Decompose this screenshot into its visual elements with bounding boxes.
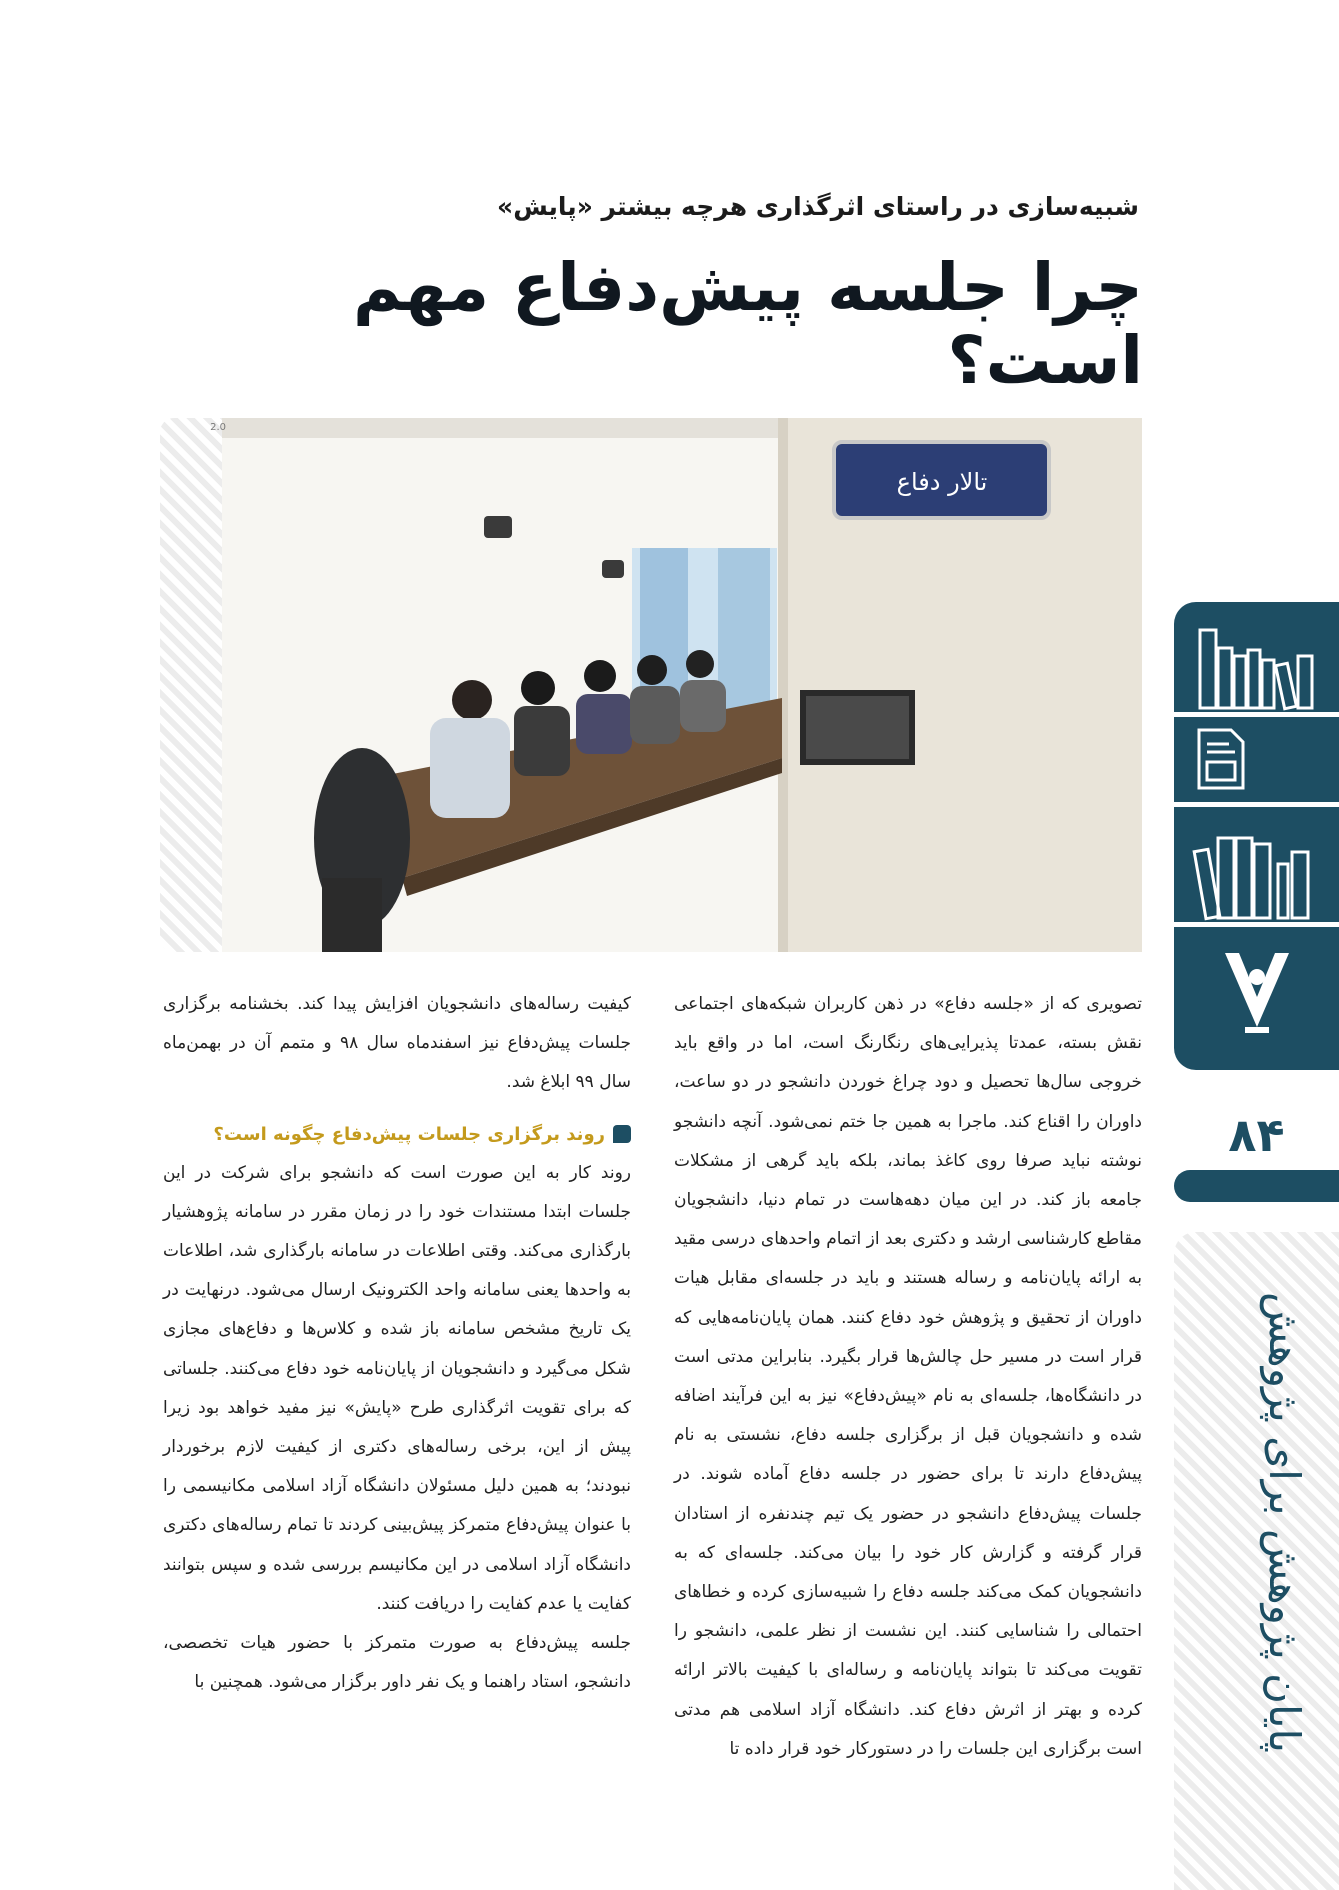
article-title: چرا جلسه پیش‌دفاع مهم است؟	[352, 249, 1143, 399]
photo-corner-label: 2.0	[210, 422, 226, 433]
paragraph-body: روند کار به این صورت است که دانشجو برای شرکت در این جلسات ابتدا مستندات خود را در زمان مقرر در سامانه پژوهشیار بارگذاری می‌کند. وقتی اطلاعات در سامانه بارگذاری شد، اطلاعات به واحدها یعنی سامانه واحد الکترونیک ارسال می‌شود. درنهایت در یک تاریخ مشخص سامانه باز شده و کلاس‌ها و دفاع‌های مجازی شکل می‌گیرد و دانشجویان از پایان‌نامه خود دفاع می‌کنند. جلساتی که برای تقویت اثرگذاری طرح «پایش» نیز مفید خواهد بود زیرا پیش از این، برخی رساله‌های دکتری از کیفیت لازم برخوردار نبودند؛ به همین دلیل مسئولان دانشگاه آزاد اسلامی مکانیسمی را با عنوان پیش‌دفاع متمرکز پیش‌بینی کردند تا تمام رساله‌های دکتری دانشگاه آزاد اسلامی در این مکانیسم بررسی شده و سپس بتوانند کفایت یا عدم کفایت را دریافت کنند.	[163, 1162, 631, 1614]
bullet-icon	[613, 1125, 631, 1143]
vertical-banner-title: پایان پژوهش برای پژوهش	[1260, 1292, 1309, 1753]
sidebar-tab-bottom	[1174, 1170, 1339, 1202]
sidebar-tab	[1174, 602, 1339, 1070]
page-number: ۸۴	[1228, 1108, 1285, 1162]
defense-hall-photo	[210, 418, 1142, 952]
vertical-banner	[1174, 1232, 1339, 1890]
photo-sign-text: تالار دفاع	[896, 468, 988, 496]
paragraph-intro: کیفیت رساله‌های دانشجویان افزایش پیدا کند. بخشنامه برگزاری جلسات پیش‌دفاع نیز اسفندماه سال ۹۸ و متمم آن در بهمن‌ماه سال ۹۹ ابلاغ شد.	[163, 994, 631, 1093]
books-shelf-icon	[1194, 620, 1319, 710]
document-icon	[1195, 726, 1247, 792]
article-photo	[210, 418, 1142, 952]
section-subheading-text: روند برگزاری جلسات پیش‌دفاع چگونه است؟	[213, 1123, 605, 1145]
article-column-right	[674, 985, 1142, 1769]
section-subheading	[163, 1115, 631, 1154]
decorative-stripes	[160, 418, 222, 952]
university-logo-icon	[1217, 947, 1297, 1037]
article-kicker: شبیه‌سازی در راستای اثرگذاری هرچه بیشتر «پایش»	[497, 192, 1139, 221]
article-column-left	[163, 985, 631, 1702]
paragraph: تصویری که از «جلسه دفاع» در ذهن کاربران شبکه‌های اجتماعی نقش بسته، عمدتا پذیرایی‌های رنگارنگ است، اما در واقع باید خروجی سال‌ها تحصیل و دود چراغ خوردن دانشجو در دو ساعت، داوران را اقناع کند. ماجرا به همین جا ختم نمی‌شود. آنچه دانشجو نوشته نباید صرفا روی کاغذ بماند، بلکه باید گرهی از مشکلات جامعه باز کند. در این میان دهه‌هاست در تمام دنیا، دانشجویان مقاطع کارشناسی ارشد و دکتری بعد از اتمام واحدهای درسی مقید به ارائه پایان‌نامه و رساله هستند و باید در جلسه‌ای مقابل هیات داوران از تحقیق و پژوهش خود دفاع کنند. همان پایان‌نامه‌هایی که قرار است در مسیر حل چالش‌ها قرار بگیرد. بنابراین مدتی است در دانشگاه‌ها، جلسه‌ای به نام «پیش‌دفاع» نیز به این فرآیند اضافه شده و دانشجویان قبل از برگزاری جلسه دفاع، نشستی به نام پیش‌دفاع دارند تا برای حضور در جلسه دفاع آماده شوند. در جلسات پیش‌دفاع دانشجو در حضور یک تیم چندنفره از استادان قرار گرفته و گزارش کار خود را بیان می‌کند. جلسه‌ای که به دانشجویان کمک می‌کند جلسه دفاع را شبیه‌سازی کرده و خطاهای احتمالی را شناسایی کنند. این نشست از نظر علمی، دانشجو را تقویت می‌کند تا بتواند پایان‌نامه و رساله‌ای با کیفیت بالاتر ارائه کرده و بهتر از اثرش دفاع کند. دانشگاه آزاد اسلامی هم مدتی است برگزاری این جلسات را در دستورکار خود قرار داده تا	[674, 994, 1142, 1759]
books-shelf-icon	[1194, 830, 1319, 920]
paragraph-body-2: جلسه پیش‌دفاع به صورت متمرکز با حضور هیات تخصصی، دانشجو، استاد راهنما و یک نفر داور برگزار می‌شود. همچنین با	[163, 1633, 631, 1693]
